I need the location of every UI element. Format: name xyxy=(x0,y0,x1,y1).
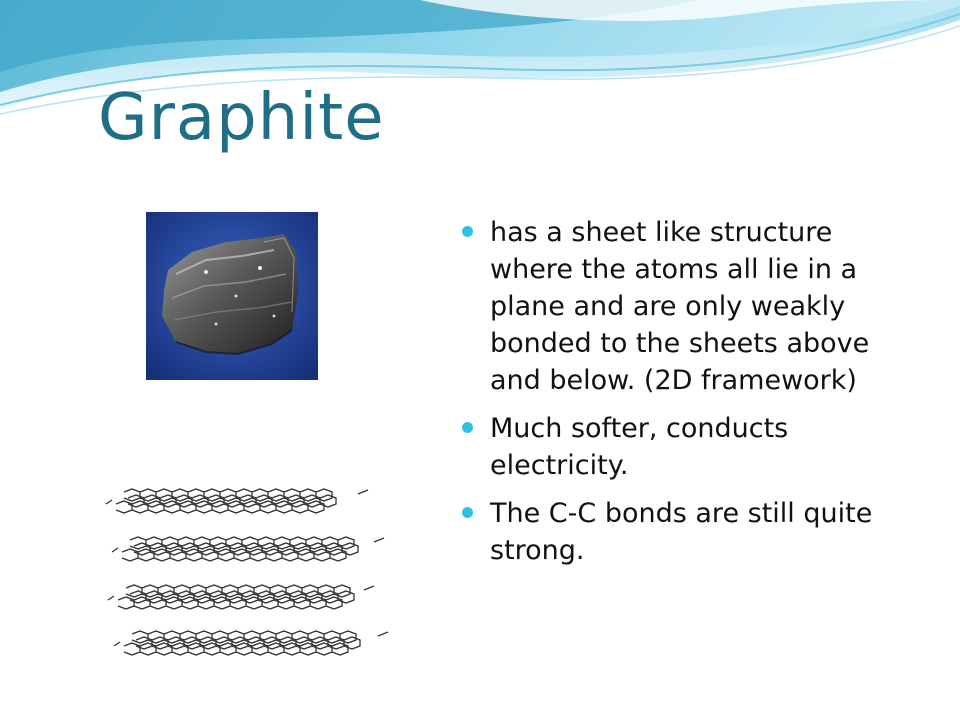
bullet-item xyxy=(462,410,902,484)
bullet-item xyxy=(462,495,902,569)
bullet-dot-icon xyxy=(462,422,473,433)
lattice-layer xyxy=(108,585,374,609)
bullet-dot-icon xyxy=(462,226,473,237)
bullet-dot-icon xyxy=(462,507,473,518)
bullet-text: has a sheet like structure where the atoms all lie in a plane and are only weakly bonded to the sheets above and below. (2D framework) xyxy=(490,217,870,396)
graphite-lattice-diagram xyxy=(104,468,390,664)
slide-title: Graphite xyxy=(98,81,385,155)
graphite-photo xyxy=(146,212,318,380)
bullet-text: The C-C bonds are still quite strong. xyxy=(490,498,873,566)
bullet-list xyxy=(462,214,902,580)
bullet-item xyxy=(462,214,902,399)
lattice-layer xyxy=(114,631,388,655)
lattice-layer xyxy=(112,537,384,561)
bullet-text: Much softer, conducts electricity. xyxy=(490,413,789,481)
lattice-layer xyxy=(106,489,368,513)
